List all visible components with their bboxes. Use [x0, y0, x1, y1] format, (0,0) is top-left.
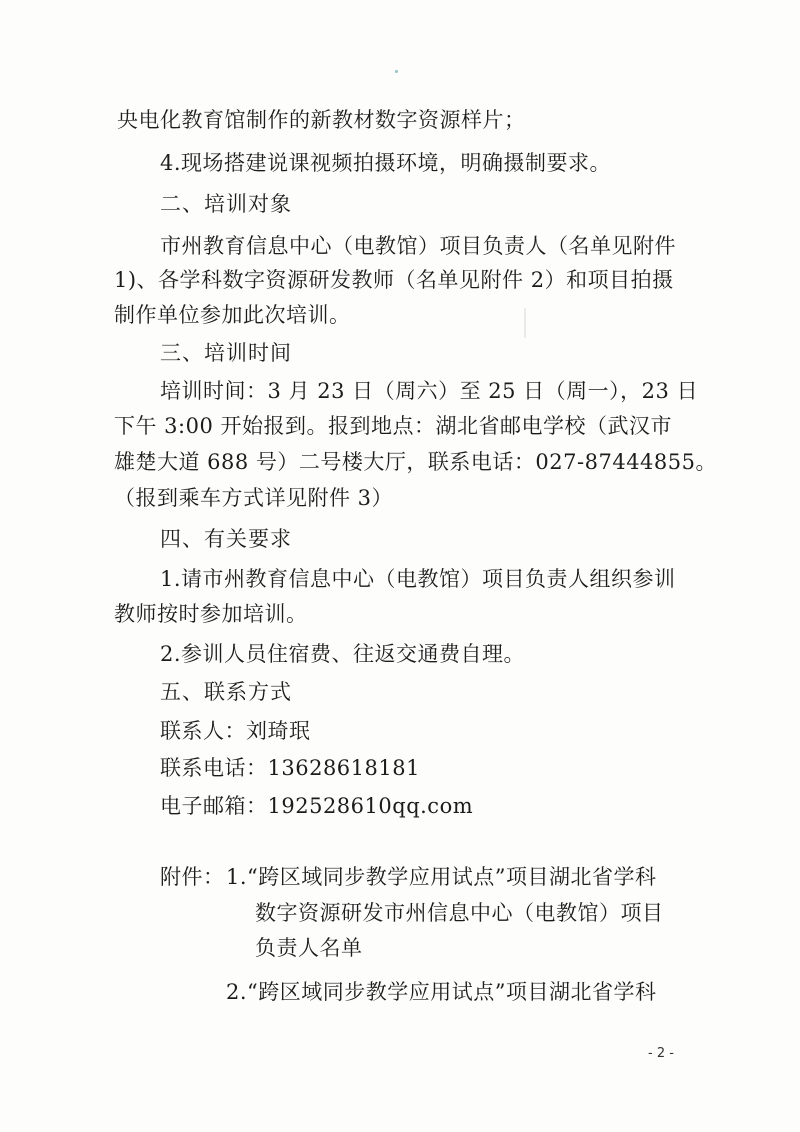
section-3-line: 下午 3:00 开始报到。报到地点：湖北省邮电学校（武汉市	[114, 414, 673, 438]
attachments-label: 附件：	[160, 865, 225, 889]
section-3-line: 雄楚大道 688 号）二号楼大厅，联系电话：027-87444855。	[114, 450, 717, 474]
section-3-heading: 三、培训时间	[160, 341, 292, 365]
section-3-line: （报到乘车方式详见附件 3）	[114, 486, 394, 510]
section-3-line: 培训时间：3 月 23 日（周六）至 25 日（周一），23 日	[160, 379, 699, 403]
section-4-line: 1.请市州教育信息中心（电教馆）项目负责人组织参训	[160, 567, 676, 591]
section-2-line: 制作单位参加此次培训。	[114, 303, 351, 327]
attachment-1-line: 负责人名单	[255, 936, 363, 960]
attachment-2-line: 2.“跨区域同步教学应用试点”项目湖北省学科	[226, 980, 657, 1004]
continued-text-line: 央电化教育馆制作的新教材数字资源样片；	[117, 108, 526, 132]
scan-speck	[395, 70, 398, 73]
section-4-line: 2.参训人员住宿费、往返交通费自理。	[160, 642, 526, 666]
attachment-1-line: 1.“跨区域同步教学应用试点”项目湖北省学科	[226, 865, 657, 889]
section-5-heading: 五、联系方式	[160, 680, 292, 704]
contact-phone: 联系电话：13628618181	[160, 756, 420, 780]
attachment-1-line: 数字资源研发市州信息中心（电教馆）项目	[255, 901, 664, 925]
section-4-heading: 四、有关要求	[160, 527, 292, 551]
section-2-line: 市州教育信息中心（电教馆）项目负责人（名单见附件	[160, 234, 676, 258]
item-4-text: 4.现场搭建说课视频拍摄环境，明确摄制要求。	[160, 151, 612, 175]
contact-person: 联系人：刘琦珉	[160, 719, 311, 743]
scan-artifact	[524, 308, 526, 338]
section-2-line: 1)、各学科数字资源研发教师（名单见附件 2）和项目拍摄	[114, 268, 674, 292]
contact-email: 电子邮箱：192528610qq.com	[160, 794, 474, 818]
section-4-line: 教师按时参加培训。	[114, 602, 308, 626]
section-2-heading: 二、培训对象	[160, 192, 292, 216]
page-number: - 2 -	[648, 1046, 674, 1061]
